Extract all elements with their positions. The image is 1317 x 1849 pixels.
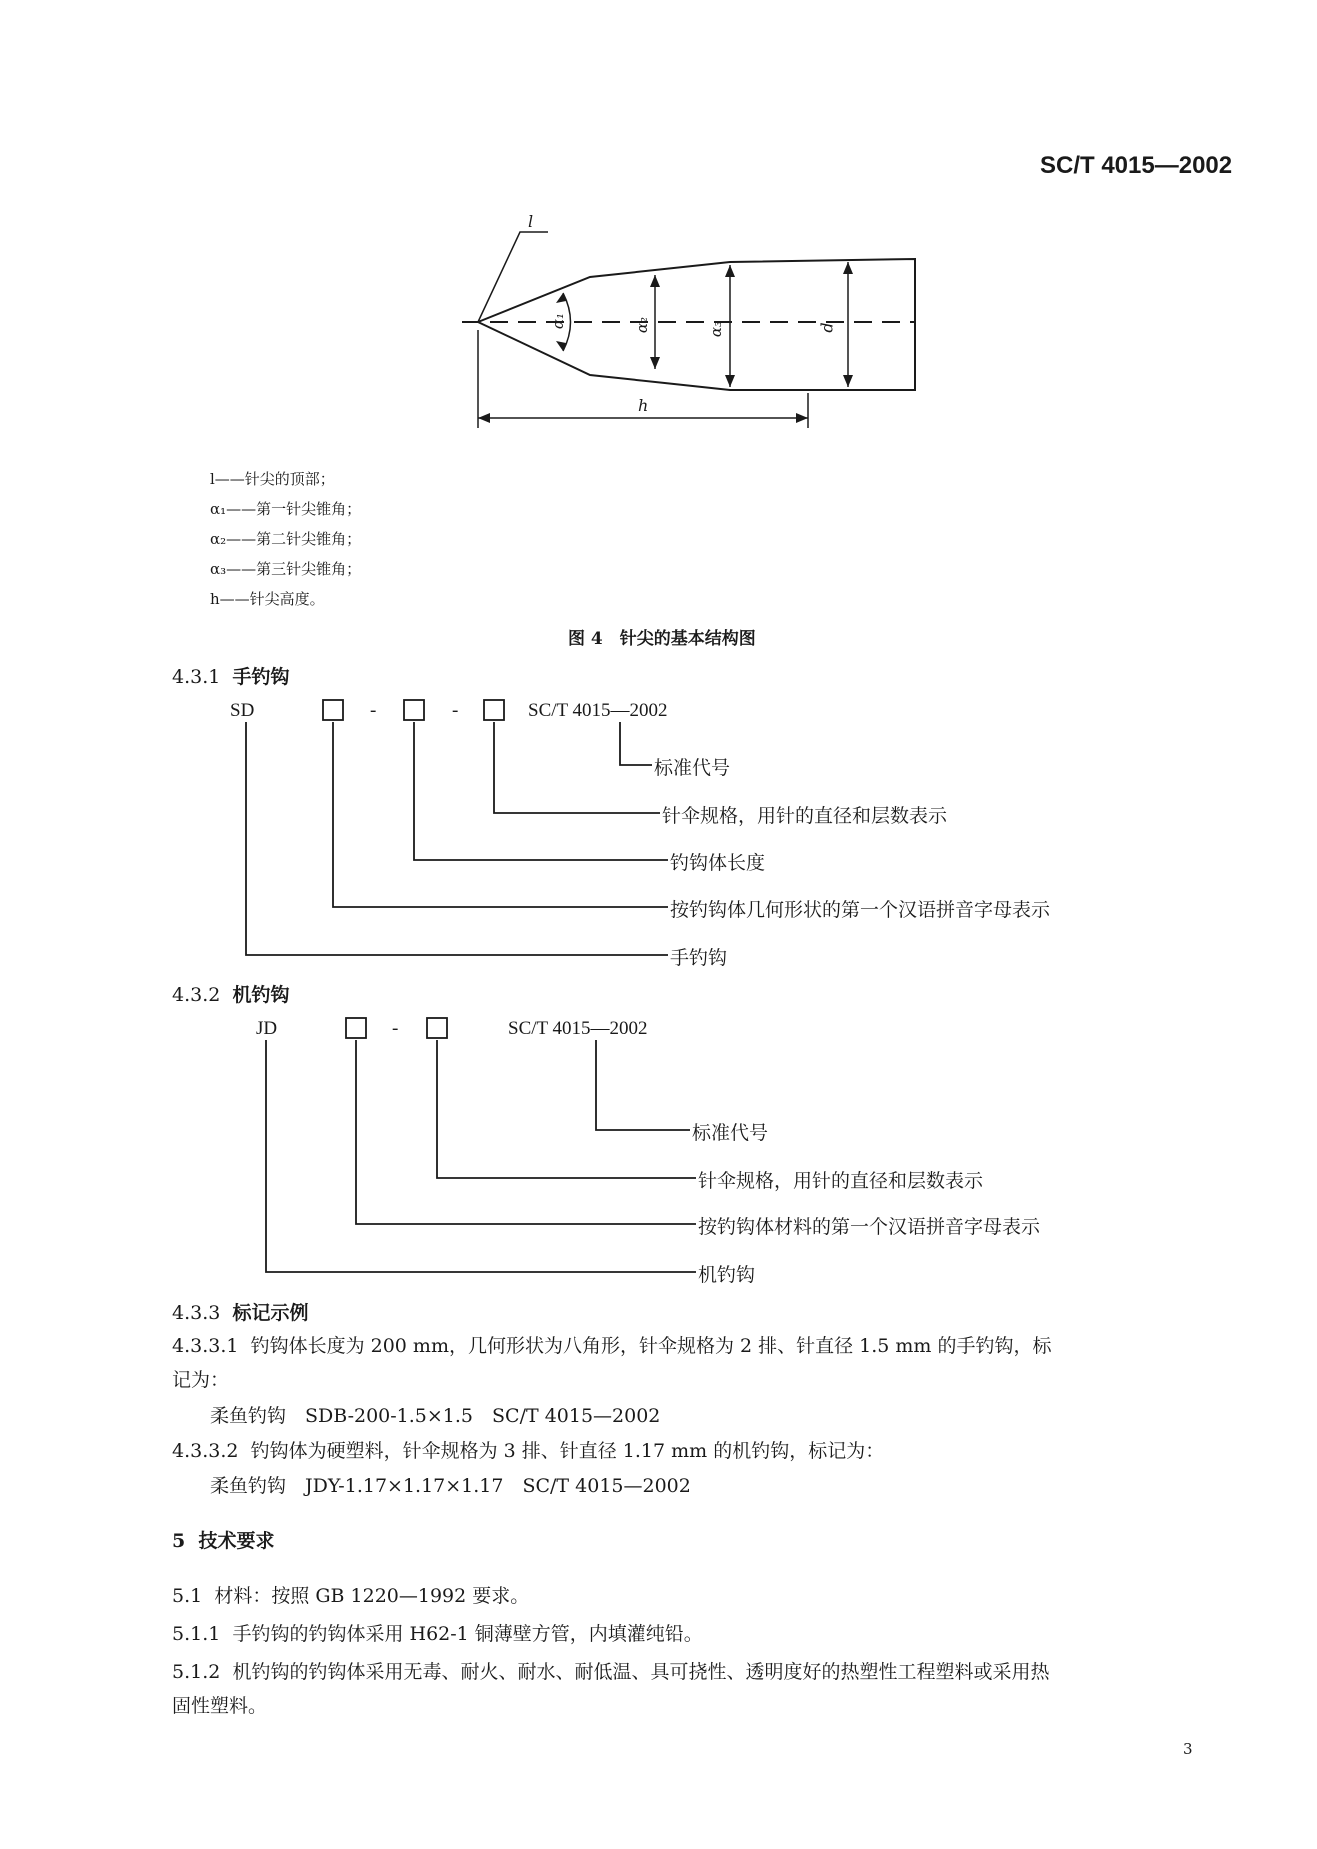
label-h: h bbox=[638, 396, 649, 415]
label-handhook: 手钓钩 bbox=[670, 947, 728, 969]
legend-h: h——针尖高度。 bbox=[210, 590, 325, 608]
page-number: 3 bbox=[1183, 1740, 1193, 1758]
heading-5 bbox=[172, 1526, 274, 1553]
para-number: 5.1.2 bbox=[172, 1661, 221, 1683]
label-shape: 按钓钩体几何形状的第一个汉语拼音字母表示 bbox=[670, 899, 1051, 921]
para-4-3-3-1-cont: 记为： bbox=[172, 1369, 230, 1391]
para-text: 钓钩体为硬塑料，针伞规格为 3 排、针直径 1.17 mm 的机钓钩，标记为： bbox=[250, 1440, 885, 1462]
heading-title: 机钓钩 bbox=[232, 984, 290, 1006]
para-4-3-3-1 bbox=[172, 1330, 1052, 1363]
dash-1: - bbox=[370, 700, 377, 721]
box-material bbox=[346, 1018, 366, 1038]
heading-number: 5 bbox=[172, 1530, 186, 1552]
jd-prefix: JD bbox=[256, 1018, 278, 1039]
para-text: 手钓钩的钓钩体采用 H62-1 铜薄壁方管，内填灌纯铅。 bbox=[232, 1623, 703, 1645]
para-5-1-2-cont: 固性塑料。 bbox=[172, 1695, 268, 1717]
label-machinehook: 机钓钩 bbox=[698, 1264, 756, 1286]
legend-alpha3: α₃——第三针尖锥角； bbox=[210, 560, 362, 578]
example-2: 柔鱼钓钩 JDY-1.17×1.17×1.17 SC/T 4015—2002 bbox=[210, 1475, 691, 1497]
label-alpha3: α₃ bbox=[707, 320, 726, 338]
sd-prefix: SD bbox=[230, 700, 255, 721]
para-number: 5.1.1 bbox=[172, 1623, 221, 1645]
para-5-1-1 bbox=[172, 1618, 703, 1651]
para-text: 材料：按照 GB 1220—1992 要求。 bbox=[214, 1585, 530, 1607]
para-number: 4.3.3.1 bbox=[172, 1335, 239, 1357]
legend-alpha1: α₁——第一针尖锥角； bbox=[210, 500, 362, 518]
sd-standard-code: SC/T 4015—2002 bbox=[528, 700, 668, 721]
para-number: 4.3.3.2 bbox=[172, 1440, 239, 1462]
jd-standard-code: SC/T 4015—2002 bbox=[508, 1018, 648, 1039]
para-number: 5.1 bbox=[172, 1585, 203, 1607]
para-4-3-3-2 bbox=[172, 1435, 884, 1468]
para-5-1 bbox=[172, 1580, 529, 1613]
label-l: l bbox=[528, 212, 534, 231]
dash-2: - bbox=[452, 700, 459, 721]
leader-material bbox=[356, 1040, 696, 1224]
heading-number: 4.3.3 bbox=[172, 1302, 221, 1324]
leader-spec bbox=[437, 1040, 696, 1178]
leader-standard bbox=[596, 1040, 690, 1130]
heading-title: 技术要求 bbox=[198, 1530, 275, 1552]
heading-number: 4.3.2 bbox=[172, 984, 221, 1006]
legend-alpha2: α₂——第二针尖锥角； bbox=[210, 530, 362, 548]
heading-number: 4.3.1 bbox=[172, 666, 221, 688]
dash-1: - bbox=[392, 1018, 399, 1039]
figure-4-caption: 图 4 针尖的基本结构图 bbox=[568, 629, 756, 649]
label-standard: 标准代号 bbox=[692, 1122, 769, 1144]
heading-title: 手钓钩 bbox=[232, 666, 290, 688]
label-alpha2: α₂ bbox=[633, 316, 652, 334]
label-d: d bbox=[817, 322, 837, 333]
heading-4-3-3 bbox=[172, 1298, 308, 1325]
label-length: 钓钩体长度 bbox=[670, 852, 766, 874]
label-spec: 针伞规格，用针的直径和层数表示 bbox=[662, 805, 948, 827]
heading-title: 标记示例 bbox=[232, 1302, 309, 1324]
standard-code-header: SC/T 4015—2002 bbox=[1040, 152, 1233, 179]
label-standard: 标准代号 bbox=[654, 757, 731, 779]
para-text: 机钓钩的钓钩体采用无毒、耐火、耐水、耐低温、具可挠性、透明度好的热塑性工程塑料或采用热 bbox=[232, 1661, 1050, 1683]
label-spec: 针伞规格，用针的直径和层数表示 bbox=[698, 1170, 984, 1192]
para-5-1-2 bbox=[172, 1656, 1049, 1689]
leader-machinehook bbox=[266, 1040, 696, 1272]
label-material: 按钓钩体材料的第一个汉语拼音字母表示 bbox=[698, 1216, 1041, 1238]
box-spec bbox=[427, 1018, 447, 1038]
para-text: 钓钩体长度为 200 mm，几何形状为八角形，针伞规格为 2 排、针直径 1.5 mm 的手钓钩，标 bbox=[250, 1335, 1052, 1357]
legend-l: l——针尖的顶部； bbox=[210, 470, 335, 488]
example-1: 柔鱼钓钩 SDB-200-1.5×1.5 SC/T 4015—2002 bbox=[210, 1405, 661, 1427]
label-alpha1: α₁ bbox=[549, 312, 568, 330]
